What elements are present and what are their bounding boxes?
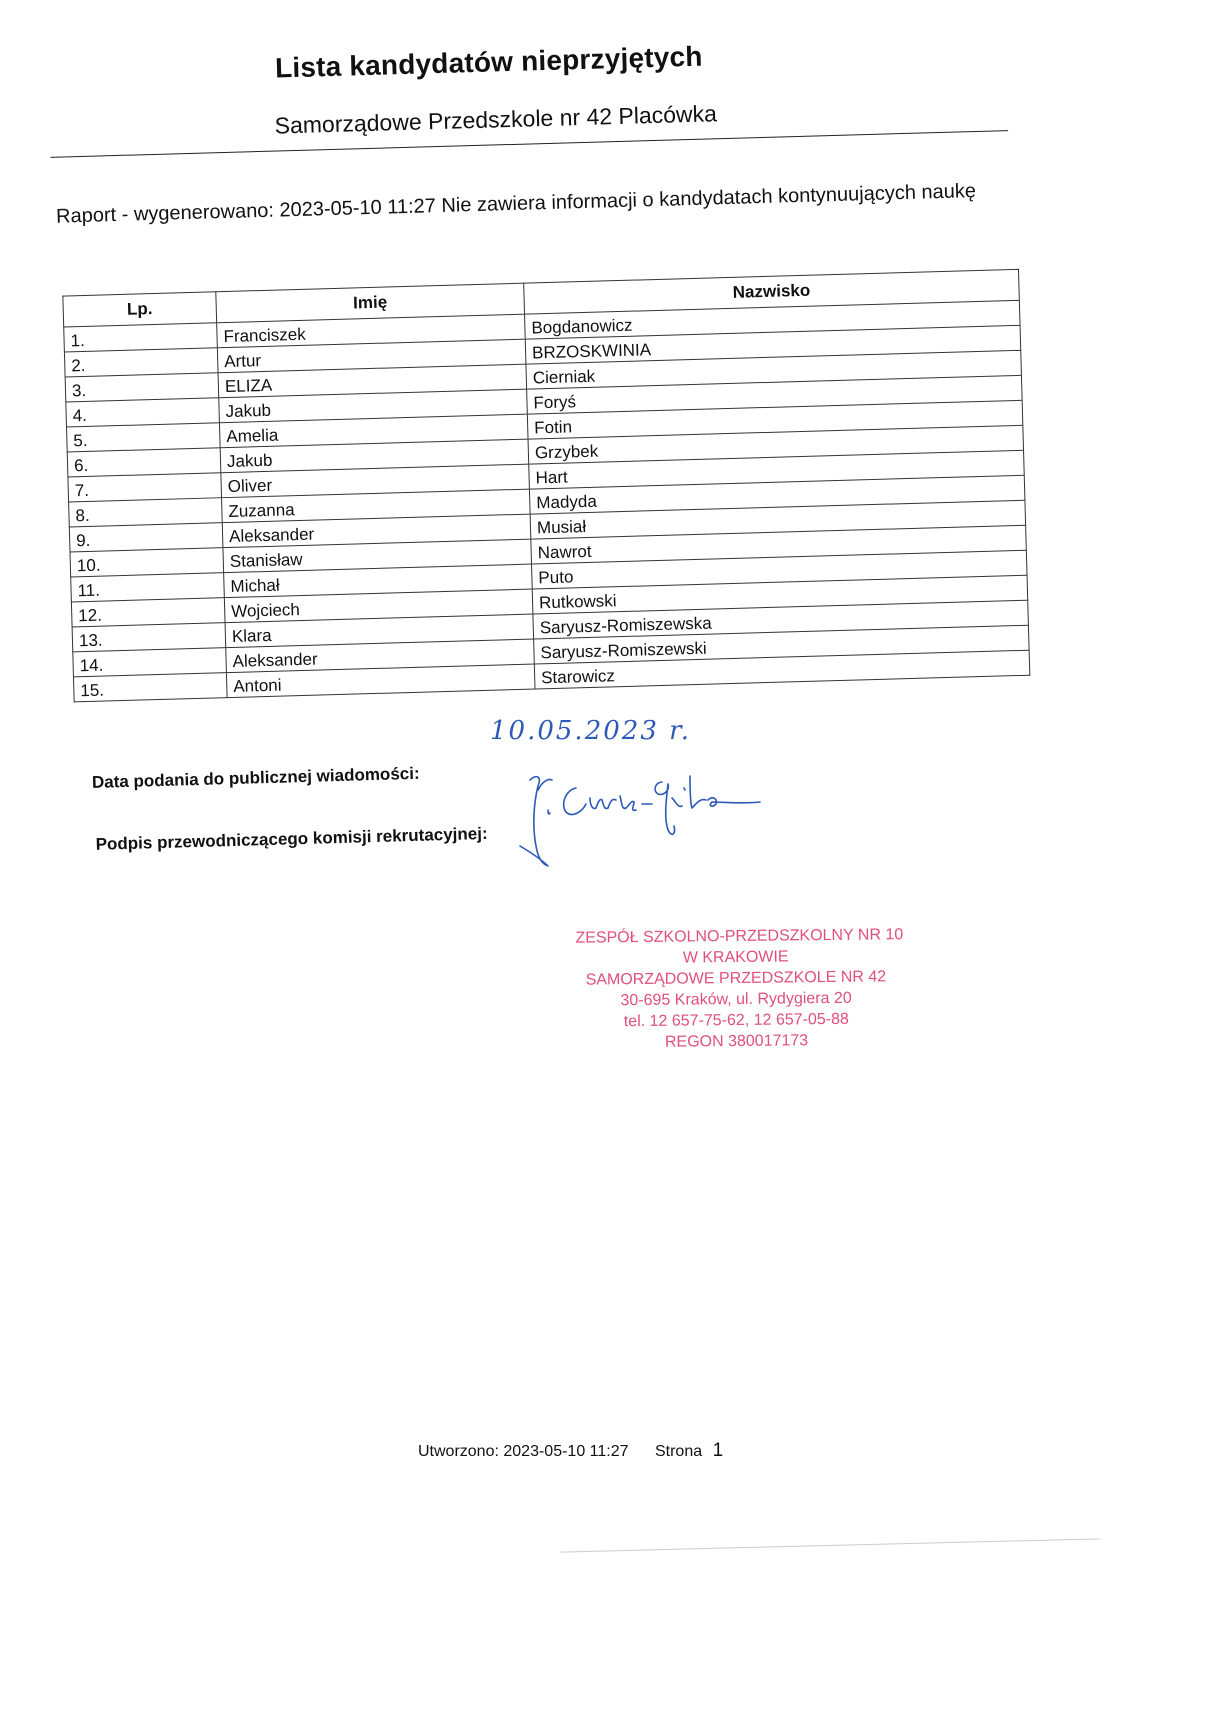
- cell-nazwisko: Starowicz: [534, 650, 1030, 689]
- cell-imie: Jakub: [220, 439, 529, 473]
- cell-imie: Antoni: [226, 664, 535, 698]
- cell-imie: Aleksander: [222, 514, 531, 548]
- table-body: [64, 300, 1030, 702]
- cell-nazwisko: Musiał: [530, 500, 1026, 539]
- cell-nazwisko: Bogdanowicz: [525, 300, 1021, 339]
- cell-lp: 8.: [69, 498, 223, 527]
- cell-lp: 2.: [64, 348, 218, 377]
- report-info: Raport - wygenerowano: 2023-05-10 11:27 Nie zawiera informacji o kandydatach kontynuujących naukę: [55, 180, 977, 228]
- cell-nazwisko: BRZOSKWINIA: [525, 325, 1021, 364]
- signature-label: Podpis przewodniczącego komisji rekrutacyjnej:: [95, 823, 488, 854]
- cell-lp: 6.: [67, 448, 221, 477]
- cell-nazwisko: Nawrot: [531, 525, 1027, 564]
- cell-imie: Zuzanna: [222, 489, 531, 523]
- cell-imie: Klara: [225, 614, 534, 648]
- column-header-nazwisko: Nazwisko: [524, 269, 1020, 314]
- institution-stamp: [575, 924, 904, 1053]
- page-footer: [418, 1440, 723, 1462]
- cell-imie: Amelia: [219, 414, 528, 448]
- cell-lp: 10.: [70, 548, 224, 577]
- cell-imie: Michał: [224, 564, 533, 598]
- cell-nazwisko: Hart: [529, 450, 1025, 489]
- cell-imie: Stanisław: [223, 539, 532, 573]
- cell-imie: ELIZA: [218, 364, 527, 398]
- created-timestamp: Utworzono: 2023-05-10 11:27: [418, 1443, 629, 1460]
- cell-imie: Wojciech: [224, 589, 533, 623]
- cell-lp: 5.: [67, 423, 221, 452]
- candidates-table: [62, 269, 1030, 703]
- page-label: Strona: [654, 1443, 703, 1460]
- cell-nazwisko: Cierniak: [526, 350, 1022, 389]
- cell-nazwisko: Madyda: [529, 475, 1025, 514]
- cell-nazwisko: Saryusz-Romiszewski: [534, 625, 1030, 664]
- column-header-lp: Lp.: [63, 292, 217, 327]
- page-number: 1: [712, 1440, 724, 1461]
- stamp-line: REGON 380017173: [664, 1032, 809, 1051]
- cell-nazwisko: Fotin: [527, 400, 1023, 439]
- cell-lp: 15.: [73, 673, 227, 702]
- cell-imie: Jakub: [219, 389, 528, 423]
- cell-nazwisko: Rutkowski: [532, 575, 1028, 614]
- cell-imie: Franciszek: [217, 314, 526, 348]
- cell-lp: 14.: [73, 648, 227, 677]
- cell-lp: 7.: [68, 473, 222, 502]
- cell-nazwisko: Saryusz-Romiszewska: [533, 600, 1029, 639]
- cell-nazwisko: Grzybek: [528, 425, 1024, 464]
- cell-lp: 9.: [69, 523, 223, 552]
- document-title: Lista kandydatów nieprzyjętych: [274, 40, 704, 84]
- institution-name: Samorządowe Przedszkole nr 42 Placówka: [274, 100, 718, 139]
- title-underline: [50, 130, 1008, 158]
- cell-lp: 3.: [65, 373, 219, 402]
- cell-lp: 12.: [71, 598, 225, 627]
- cell-imie: Artur: [217, 339, 526, 373]
- stamp-line: ZESPÓŁ SZKOLNO-PRZEDSZKOLNY NR 10: [575, 926, 904, 947]
- publication-date-label: Data podania do publicznej wiadomości:: [91, 763, 420, 792]
- cell-lp: 13.: [72, 623, 226, 652]
- cell-nazwisko: Foryś: [527, 375, 1023, 414]
- cell-imie: Aleksander: [226, 639, 535, 673]
- cell-nazwisko: Puto: [532, 550, 1028, 589]
- stamp-line: 30-695 Kraków, ul. Rydygiera 20: [620, 989, 852, 1010]
- cell-lp: 1.: [64, 323, 218, 352]
- stamp-line: SAMORZĄDOWE PRZEDSZKOLE NR 42: [585, 968, 887, 989]
- handwritten-date: 10.05.2023 r.: [490, 716, 691, 746]
- stamp-line: tel. 12 657-75-62, 12 657-05-88: [623, 1010, 849, 1031]
- cell-lp: 4.: [66, 398, 220, 427]
- stamp-line: W KRAKOWIE: [682, 948, 789, 967]
- handwritten-signature: [512, 768, 772, 878]
- cell-imie: Oliver: [221, 464, 530, 498]
- cell-lp: 11.: [71, 573, 225, 602]
- column-header-imie: Imię: [216, 283, 525, 323]
